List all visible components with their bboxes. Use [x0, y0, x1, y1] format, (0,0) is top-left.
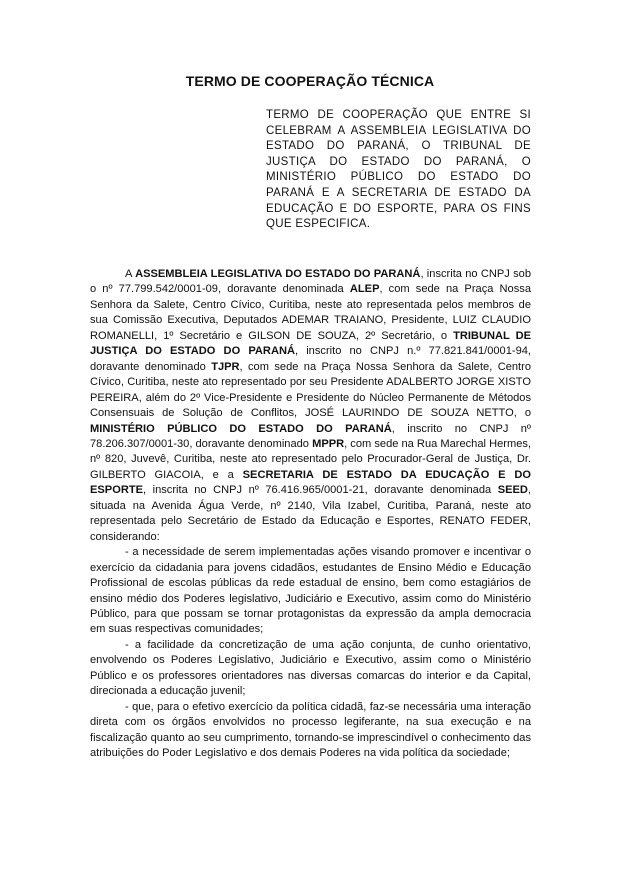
- preamble-segment-bold: ALEP: [349, 283, 380, 296]
- preamble-segment: A: [125, 268, 136, 280]
- preamble-segment-bold: ASSEMBLEIA LEGISLATIVA DO ESTADO DO PARANÁ: [135, 268, 421, 280]
- preamble-segment: , com sede na Rua Marechal Hermes, nº 820, Juvevê, Curitiba, neste ato representado pelo Procurador-Geral de Justiça, Dr. GILBERTO GIACOIA, e a: [90, 437, 531, 481]
- consideration-paragraph: - a necessidade de serem implementadas ações visando promover e incentivar o exercício da cidadania para jovens cidadãos, estudantes de Ensino Médio e Educação Profissional de escolas públicas da rede estadual de ensino, bem como estagiários de ensino médio dos Poderes legislativo, Judiciário e Executivo, assim como do Ministério Público, para que possam se tornar protagonistas da expressão da ampla democracia em suas respectivas comunidades;: [90, 546, 531, 636]
- preamble-segment: , com sede na Praça Nossa Senhora da Salete, Centro Cívico, Curitiba, neste ato representado por seu Presidente ADALBERTO JORGE XISTO PEREIRA, além do 2º Vice-Presidente e Presidente do Núcleo Permanente de Métodos Consensuais de Solução de Conflitos, JOSÉ LAURINDO DE SOUZA NETTO, o: [90, 360, 531, 420]
- preamble-segment-bold: MINISTÉRIO PÚBLICO DO ESTADO DO PARANÁ: [90, 422, 392, 435]
- document-ementa: TERMO DE COOPERAÇÃO QUE ENTRE SI CELEBRAM A ASSEMBLEIA LEGISLATIVA DO ESTADO DO PARANÁ, O TRIBUNAL DE JUSTIÇA DO ESTADO DO PARANÁ, O MINISTÉRIO PÚBLICO DO ESTADO DO PARANÁ E A SECRETARIA DE ESTADO DA EDUCAÇÃO E DO ESPORTE, PARA OS FINS QUE ESPECIFICA.: [266, 109, 531, 231]
- preamble-segment: , inscrita no CNPJ sob o nº 77.799.542/0001-09, doravante denominada: [90, 268, 531, 296]
- preamble-segment-bold: SECRETARIA DE ESTADO DA EDUCAÇÃO E DO ESPORTE: [90, 468, 532, 497]
- preamble-paragraph: [90, 267, 531, 545]
- preamble-segment-bold: MPPR: [312, 437, 345, 450]
- document-body: [90, 267, 531, 762]
- document-title: TERMO DE COOPERAÇÃO TÉCNICA: [185, 73, 435, 89]
- consideration-paragraph: - que, para o efetivo exercício da política cidadã, faz-se necessária uma interação direta com os órgãos envolvidos no processo legiferante, na sua execução e na fiscalização quanto ao seu cumprimento, tornando-se imprescindível o conhecimento das atribuições do Poder Legislativo e dos demais Poderes na vida política da sociedade;: [90, 700, 531, 760]
- preamble-segment-bold: SEED: [497, 484, 528, 497]
- preamble-segment: , inscrito no CNPJ n.º 77.821.841/0001-94, doravante denominado: [90, 345, 531, 373]
- preamble-segment-bold: TRIBUNAL DE JUSTIÇA DO ESTADO DO PARANÁ: [90, 329, 531, 358]
- preamble-segment: , situada na Avenida Água Verde, nº 2140, Vila Izabel, Curitiba, Paraná, neste ato representada pelo Secretário de Estado da Educação e Esportes, RENATO FEDER, considerando:: [90, 484, 531, 543]
- preamble-segment: , inscrito no CNPJ nº 78.206.307/0001-30, doravante denominado: [90, 422, 531, 450]
- preamble-segment: , com sede na Praça Nossa Senhora da Salete, Centro Cívico, Curitiba, neste ato representada pelos membros de sua Comissão Executiva, Deputados ADEMAR TRAIANO, Presidente, LUIZ CLAUDIO ROMANELLI, 1º Secretário e GILSON DE SOUZA, 2º Secretário, o: [90, 283, 531, 342]
- preamble-segment-bold: TJPR: [211, 360, 240, 373]
- consideration-paragraph: - a facilidade da concretização de uma ação conjunta, de cunho orientativo, envolvendo os Poderes Legislativo, Judiciário e Executivo, assim como o Ministério Público e os professores orientadores nas diversas comarcas do interior e da Capital, direcionada a educação juvenil;: [90, 638, 531, 698]
- preamble-segment: , inscrita no CNPJ nº 76.416.965/0001-21, doravante denominada: [143, 484, 498, 497]
